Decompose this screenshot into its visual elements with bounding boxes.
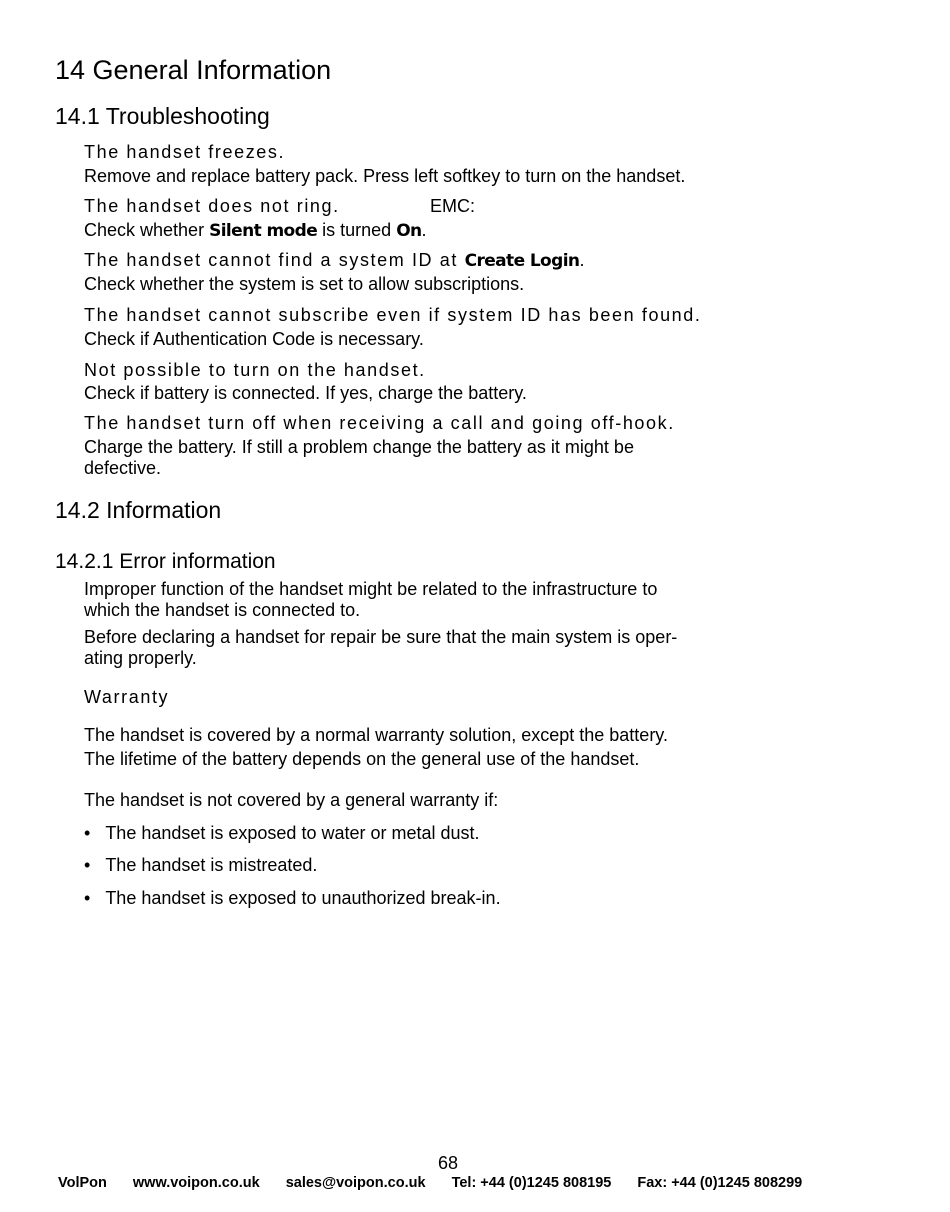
paragraph-line: Before declaring a handset for repair be sure that the main system is oper- — [84, 627, 678, 647]
solution-text: Remove and replace battery pack. Press left softkey to turn on the handset. — [84, 166, 686, 186]
solution-text: Charge the battery. If still a problem change the battery as it might be — [84, 437, 634, 457]
chapter-heading: 14 General Information — [55, 55, 332, 85]
subsection-heading-error-information: 14.2.1 Error information — [55, 550, 276, 573]
footer-company: VolPon — [58, 1175, 107, 1191]
text: . — [579, 250, 585, 270]
footer-fax: Fax: +44 (0)1245 808299 — [637, 1175, 803, 1191]
problem-text: The handset cannot subscribe even if system ID has been found. — [84, 305, 702, 325]
paragraph-line: Improper function of the handset might be related to the infrastructure to — [84, 579, 658, 599]
solution-text: defective. — [84, 458, 162, 478]
solution-text — [84, 220, 427, 241]
footer — [58, 1175, 824, 1191]
solution-text: Check if Authentication Code is necessary. — [84, 329, 424, 349]
ui-term: On — [396, 221, 422, 241]
footer-website: www.voipon.co.uk — [132, 1175, 260, 1191]
bullet-text: The handset is exposed to water or metal dust. — [105, 823, 480, 843]
section-heading-information: 14.2 Information — [55, 497, 222, 523]
solution-text: Check whether the system is set to allow subscriptions. — [84, 274, 525, 294]
section-heading-troubleshooting: 14.1 Troubleshooting — [55, 103, 270, 129]
bullet-text: The handset is mistreated. — [105, 855, 318, 875]
problem-text: The handset turn off when receiving a call and going off-hook. — [84, 413, 675, 433]
bullet-item: • The handset is exposed to water or metal dust. — [84, 823, 480, 843]
bullet-text: The handset is exposed to unauthorized break-in. — [105, 888, 501, 908]
problem-text: Not possible to turn on the handset. — [84, 360, 426, 380]
problem-text — [84, 250, 584, 271]
paragraph-line: The handset is covered by a normal warranty solution, except the battery. — [84, 725, 668, 745]
paragraph-line: The handset is not covered by a general warranty if: — [84, 790, 499, 810]
warranty-heading: Warranty — [84, 687, 170, 707]
ui-term: Create Login — [464, 251, 580, 271]
bullet-item: • The handset is exposed to unauthorized break-in. — [84, 888, 501, 908]
solution-text: Check if battery is connected. If yes, charge the battery. — [84, 383, 527, 403]
bullet-item: • The handset is mistreated. — [84, 855, 318, 875]
paragraph-line: which the handset is connected to. — [84, 600, 361, 620]
paragraph-line: The lifetime of the battery depends on the general use of the handset. — [84, 749, 640, 769]
text: Check whether — [84, 220, 210, 240]
text: The handset cannot find a system ID at — [84, 250, 465, 270]
text: . — [421, 220, 427, 240]
problem-text: The handset freezes. — [84, 142, 286, 162]
ui-term: Silent mode — [209, 221, 318, 241]
text: is turned — [317, 220, 397, 240]
problem-text: The handset does not ring. — [84, 196, 340, 216]
emc-label: EMC: — [430, 196, 475, 216]
page-number: 68 — [438, 1153, 459, 1173]
paragraph-line: ating properly. — [84, 648, 197, 668]
footer-tel: Tel: +44 (0)1245 808195 — [451, 1175, 612, 1191]
footer-email: sales@voipon.co.uk — [285, 1175, 426, 1191]
